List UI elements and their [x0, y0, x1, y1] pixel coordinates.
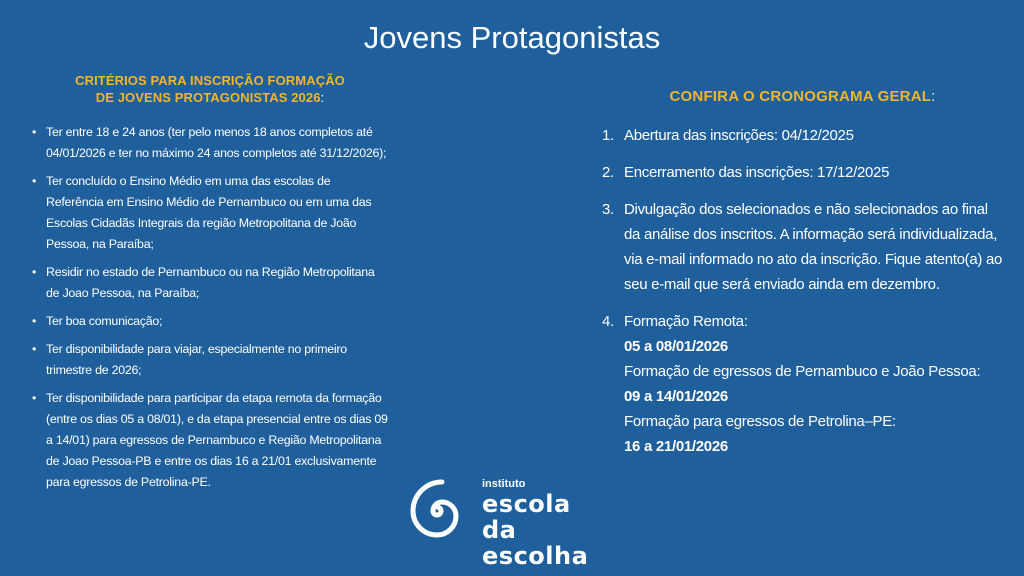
schedule-item-number: 4. [602, 313, 614, 330]
schedule-item [600, 197, 1005, 297]
schedule-item-text: Abertura das inscrições: 04/12/2025 [624, 127, 854, 144]
criteria-heading [30, 72, 390, 106]
schedule-item-number: 3. [602, 201, 614, 218]
criteria-item: • Ter disponibilidade para viajar, especialmente no primeiro trimestre de 2026; [30, 339, 390, 381]
schedule-heading [600, 88, 1005, 105]
criteria-item: • Residir no estado de Pernambuco ou na Região Metropolitana de Joao Pessoa, na Paraíba; [30, 262, 390, 304]
schedule-section [600, 88, 1005, 471]
schedule-item-number: 2. [602, 164, 614, 181]
logo-main-text [482, 491, 628, 569]
criteria-item: • Ter concluído o Ensino Médio em uma das escolas de Referência em Ensino Médio de Pernambuco ou em uma das Escolas Cidadãs Integrais da região Metropolitana de João Pessoa, na Paraíba; [30, 171, 390, 255]
criteria-section [30, 72, 390, 500]
remote-training-label: Formação Remota: [624, 313, 748, 330]
logo-small-text: instituto [482, 478, 526, 490]
schedule-heading-colon: : [931, 88, 936, 105]
pe-jp-training-date: 09 a 14/01/2026 [624, 388, 728, 405]
criteria-item: • Ter entre 18 e 24 anos (ter pelo menos 18 anos completos até 04/01/2026 e ter no máximo 24 anos completos até 31/12/2026); [30, 122, 390, 164]
criteria-list [30, 122, 390, 493]
remote-training-date: 05 a 08/01/2026 [624, 338, 728, 355]
criteria-heading-line1: CRITÉRIOS PARA INSCRIÇÃO FORMAÇÃO [75, 73, 345, 88]
petrolina-training-label: Formação para egressos de Petrolina–PE: [624, 413, 896, 430]
schedule-item-text: Encerramento das inscrições: 17/12/2025 [624, 164, 890, 181]
schedule-item [600, 309, 1005, 459]
schedule-heading-text: CONFIRA O CRONOGRAMA GERAL [669, 88, 932, 105]
page-title: Jovens Protagonistas [363, 20, 661, 55]
schedule-item-text: Divulgação dos selecionados e não selecionados ao final da análise dos inscritos. A informação será individualizada, via e-mail informado no ato da inscrição. Fique atento(a) ao seu e-mail que será enviado ainda em dezembro. [624, 201, 1003, 293]
schedule-item [600, 160, 1005, 185]
criteria-item: • Ter boa comunicação; [30, 311, 390, 332]
logo-line1: escola [482, 490, 571, 518]
criteria-item: • Ter disponibilidade para participar da etapa remota da formação (entre os dias 05 a 08/01), e da etapa presencial entre os dias 09 a 14/01) para egressos de Pernambuco e Região Metropolitana de Joao Pessoa-PB e entre os dias 16 a 21/01 exclusivamente para egressos de Petrolina-PE. [30, 388, 390, 493]
criteria-heading-colon: : [320, 90, 325, 105]
logo-line2: da escolha [482, 516, 589, 570]
schedule-item [600, 123, 1005, 148]
pe-jp-training-label: Formação de egressos de Pernambuco e João Pessoa: [624, 363, 981, 380]
schedule-item-number: 1. [602, 127, 614, 144]
escola-da-escolha-logo [398, 470, 628, 570]
schedule-list [600, 123, 1005, 459]
petrolina-training-date: 16 a 21/01/2026 [624, 438, 728, 455]
spiral-logo-icon [400, 474, 474, 548]
criteria-heading-line2: DE JOVENS PROTAGONISTAS 2026 [95, 90, 321, 105]
